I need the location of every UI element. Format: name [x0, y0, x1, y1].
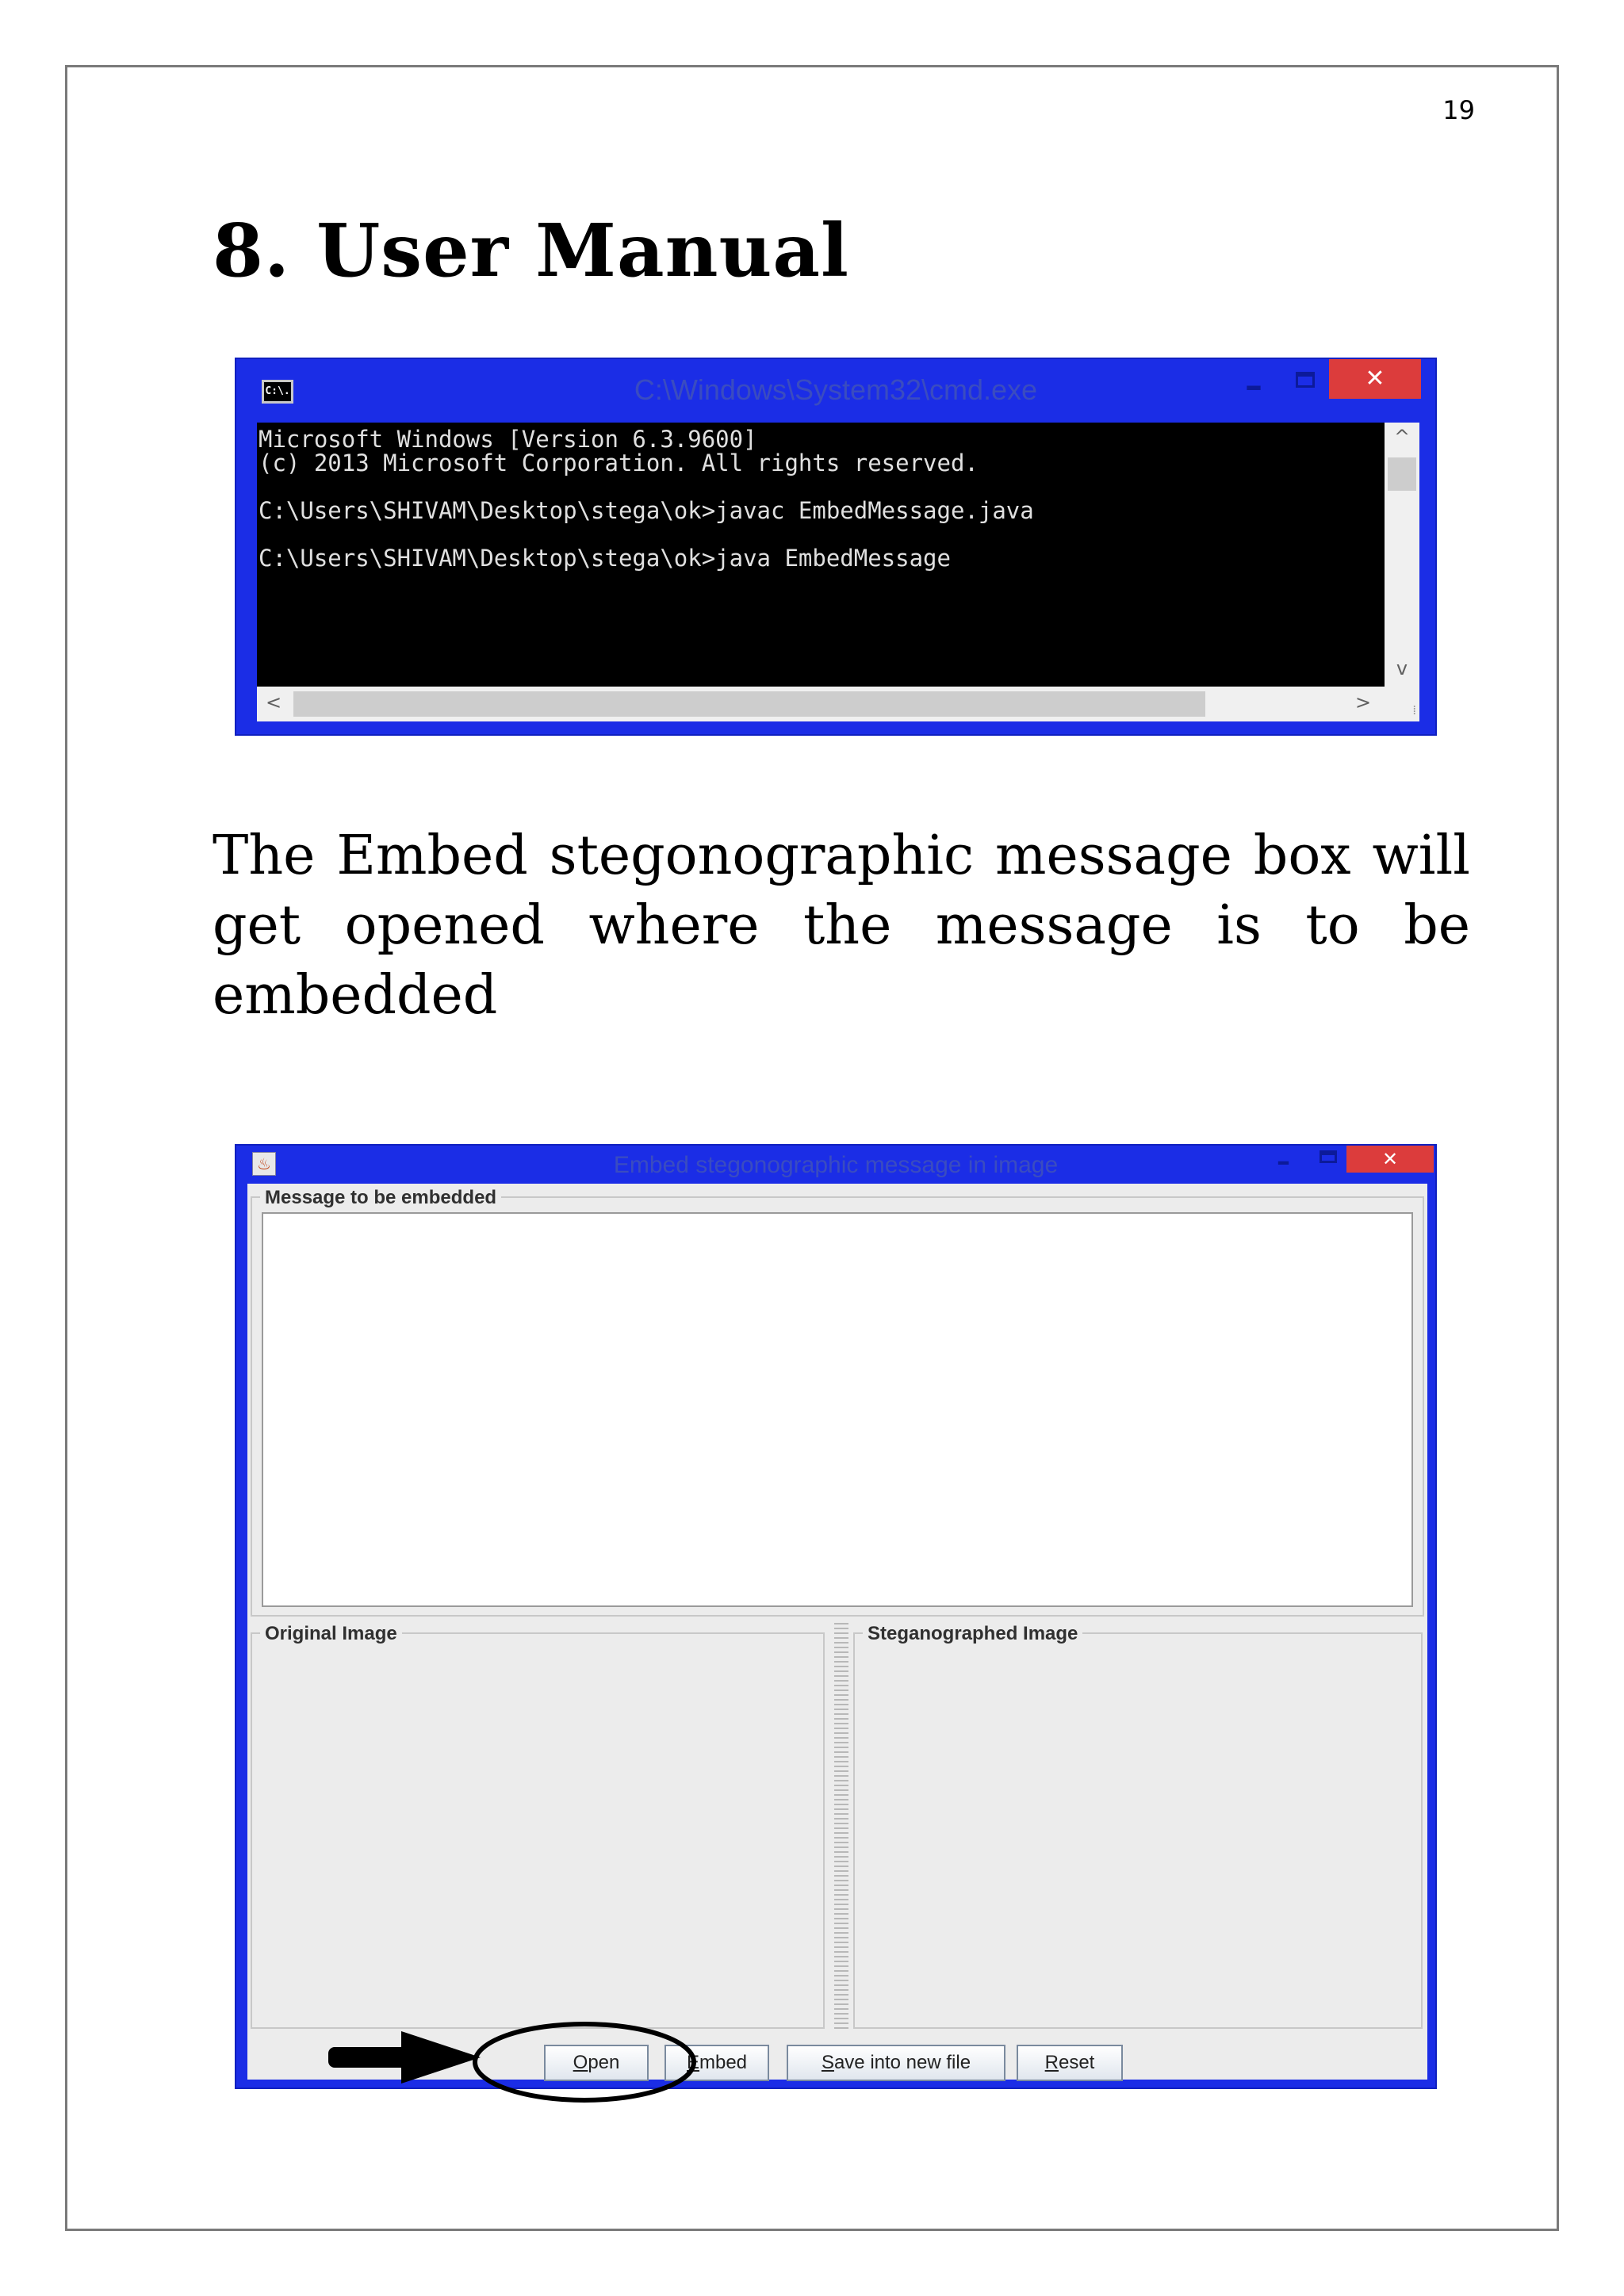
steganographed-image-title: Steganographed Image	[863, 1623, 1082, 1645]
highlight-circle-icon	[469, 2018, 699, 2107]
horizontal-scrollbar[interactable]	[257, 687, 1385, 721]
embed-window	[235, 1144, 1437, 2089]
console-line: C:\Users\SHIVAM\Desktop\stega\ok>javac EmbedMessage.java	[259, 497, 1034, 524]
embed-titlebar	[236, 1146, 1435, 1184]
cmd-app-icon: C:\.	[262, 380, 293, 404]
embed-window-content	[247, 1184, 1427, 2080]
split-pane-divider[interactable]	[834, 1620, 848, 2030]
horizontal-scroll-thumb[interactable]	[293, 691, 1205, 717]
arrow-icon	[325, 2028, 484, 2087]
vertical-scroll-thumb[interactable]	[1388, 457, 1416, 491]
embed-button[interactable]: Embed	[665, 2045, 769, 2081]
console-line	[257, 522, 1385, 546]
save-into-new-file-button[interactable]: Save into new file	[787, 2045, 1005, 2081]
original-image-panel	[251, 1623, 825, 2029]
page-number: 19	[1442, 95, 1475, 125]
minimize-icon[interactable]: –	[1277, 1146, 1290, 1177]
embed-window-title: Embed stegonographic message in image	[613, 1152, 1059, 1178]
scroll-down-icon[interactable]: v	[1396, 657, 1408, 679]
close-icon[interactable]: ✕	[1329, 359, 1421, 399]
steganographed-image-panel	[853, 1623, 1423, 2029]
console-line: (c) 2013 Microsoft Corporation. All rights reserved.	[259, 450, 979, 476]
maximize-icon[interactable]	[1296, 372, 1315, 388]
cmd-titlebar	[236, 359, 1435, 423]
cmd-window-title: C:\Windows\System32\cmd.exe	[634, 373, 1038, 406]
body-paragraph: The Embed stegonographic message box will get opened where the message is to be embedded	[213, 825, 1470, 1027]
scroll-left-icon[interactable]: <	[265, 691, 282, 714]
open-button[interactable]: Open	[544, 2045, 649, 2081]
message-panel	[251, 1187, 1424, 1617]
pointer-arrow-icon	[94, 2036, 260, 2091]
console-line: Microsoft Windows [Version 6.3.9600]	[259, 426, 757, 453]
console-line	[257, 475, 1385, 499]
scroll-up-icon[interactable]: ^	[1393, 426, 1411, 448]
message-panel-title: Message to be embedded	[260, 1187, 501, 1209]
resize-grip-icon[interactable]: ⁞	[1385, 687, 1419, 721]
section-heading: 8. User Manual	[213, 208, 849, 293]
cmd-console[interactable]	[257, 423, 1385, 687]
close-icon[interactable]: ✕	[1346, 1146, 1434, 1173]
message-input[interactable]	[262, 1212, 1413, 1607]
java-cup-icon: ♨	[252, 1152, 276, 1176]
vertical-scrollbar[interactable]	[1385, 423, 1419, 687]
maximize-icon[interactable]	[1320, 1150, 1337, 1163]
scroll-right-icon[interactable]: >	[1354, 691, 1372, 714]
console-line: C:\Users\SHIVAM\Desktop\stega\ok>java EmbedMessage	[259, 545, 951, 572]
cmd-window	[235, 358, 1437, 736]
minimize-icon[interactable]: –	[1245, 365, 1262, 406]
original-image-title: Original Image	[260, 1623, 402, 1645]
reset-button[interactable]: Reset	[1017, 2045, 1123, 2081]
